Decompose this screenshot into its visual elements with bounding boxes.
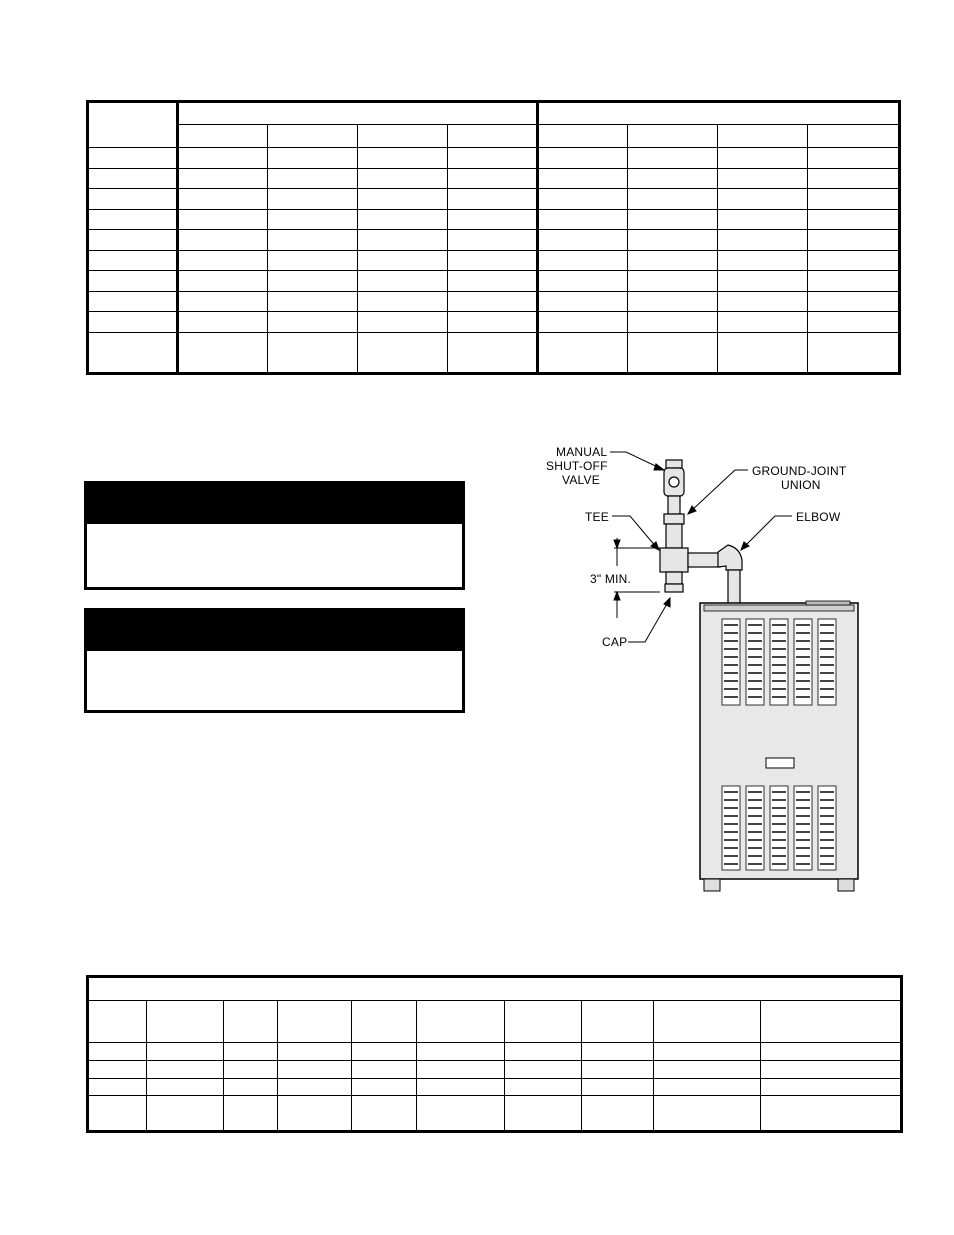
table-row — [88, 230, 900, 251]
pipe-table-subheader — [718, 125, 808, 148]
warning-header-bar — [87, 484, 462, 524]
table-row — [88, 189, 900, 210]
label-union: UNION — [781, 478, 821, 492]
caution-box — [84, 608, 465, 713]
spec-table-header-row — [88, 1001, 902, 1043]
upper-louvers — [722, 619, 836, 705]
table-row — [88, 332, 900, 373]
table-row — [88, 209, 900, 230]
nameplate — [766, 758, 794, 768]
pipe-table-subheader — [808, 125, 900, 148]
furnace-cabinet — [700, 601, 858, 891]
pipe-capacity-table — [86, 100, 901, 375]
table-row — [88, 1096, 902, 1132]
furnace-foot — [704, 879, 720, 891]
label-shut-off: SHUT-OFF — [546, 459, 608, 473]
table-row — [88, 168, 900, 189]
table-row — [88, 148, 900, 169]
spec-table-title-cell — [88, 977, 902, 1001]
pipe-assembly — [660, 460, 742, 604]
specification-table — [86, 975, 903, 1133]
label-manual: MANUAL — [556, 445, 608, 459]
pipe-table-subheader — [358, 125, 448, 148]
lower-louvers — [722, 786, 836, 870]
label-tee: TEE — [585, 510, 609, 524]
pipe-table-subheader — [628, 125, 718, 148]
pipe-table-subheader — [538, 125, 628, 148]
label-3-min: 3" MIN. — [590, 572, 631, 586]
pipe-table-group-header-2 — [538, 102, 900, 125]
pipe-table-subheader — [448, 125, 538, 148]
furnace-foot — [838, 879, 854, 891]
table-row — [88, 312, 900, 333]
label-cap: CAP — [602, 635, 628, 649]
label-valve: VALVE — [562, 473, 600, 487]
caution-header-bar — [87, 611, 462, 651]
label-elbow: ELBOW — [796, 510, 841, 524]
table-row — [88, 250, 900, 271]
pipe-table-subheader — [268, 125, 358, 148]
table-row — [88, 271, 900, 292]
table-row — [88, 291, 900, 312]
table-row — [88, 1060, 902, 1078]
pipe-table-group-header-1 — [178, 102, 538, 125]
pipe-table-corner-cell — [88, 102, 178, 148]
table-row — [88, 1078, 902, 1096]
gas-piping-diagram — [520, 430, 880, 900]
warning-box — [84, 481, 465, 590]
label-ground-joint: GROUND-JOINT — [752, 464, 847, 478]
pipe-table-subheader — [178, 125, 268, 148]
table-row — [88, 1043, 902, 1061]
